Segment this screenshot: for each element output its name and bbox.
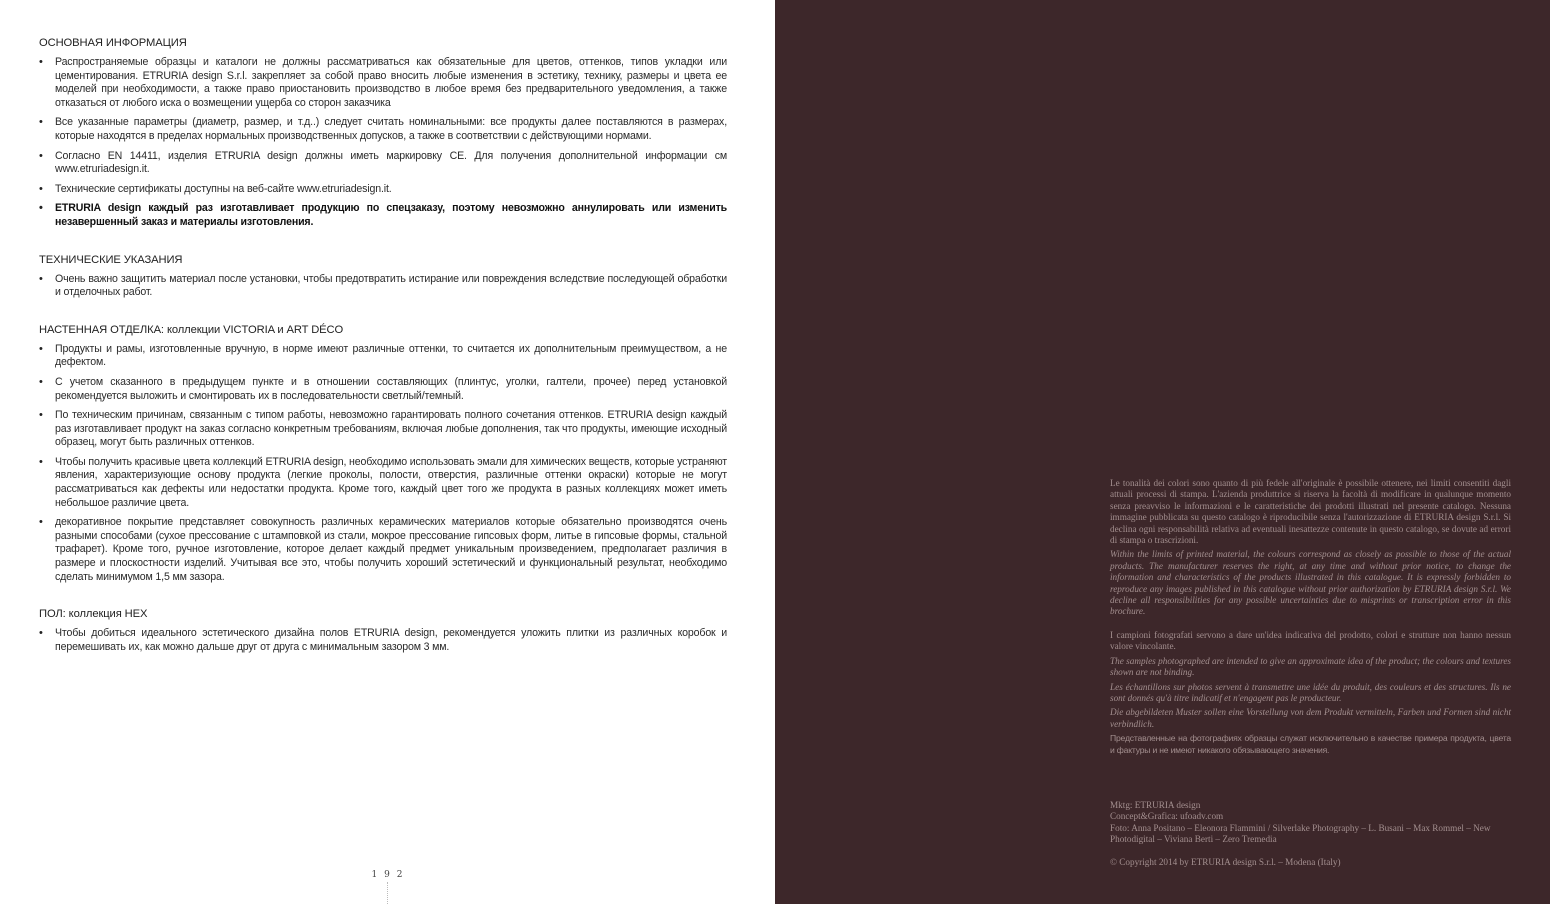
list-item: • Чтобы добиться идеального эстетического дизайна полов ETRURIA design, рекомендуется уложить плитки из различных коробок и перемешивать их, как можно дальше друг от друга с минимальным зазором 3 мм. bbox=[39, 627, 727, 654]
credit-marketing: Mktg: ETRURIA design bbox=[1110, 800, 1201, 810]
list-item: • Продукты и рамы, изготовленные вручную, в норме имеют различные оттенки, то считается их дополнительным преимуществом, а не дефектом. bbox=[39, 343, 727, 370]
samples-note-english: The samples photographed are intended to give an approximate idea of the product; the colours and textures shown are not binding. bbox=[1110, 655, 1511, 678]
credit-photo: Foto: Anna Positano – Eleonora Flammini / Silverlake Photography – L. Busani – Max Rommel – New Photodigital – Viviana Berti – Zero Tremedia bbox=[1110, 822, 1491, 845]
credits-block bbox=[1110, 800, 1520, 868]
list-item: • Чтобы получить красивые цвета коллекций ETRURIA design, необходимо использовать эмали для химических веществ, которые устраняют явления, характеризующие основу продукта (легкие проколы, полости, отверстия, различные оттенки окраски) которые не могут рассматриваться как дефекты или недостатки продукта. Кроме того, каждый цвет того же продукта в разных коллекциях может иметь небольшое различие цвета. bbox=[39, 456, 727, 510]
credit-concept: Concept&Grafica: ufoadv.com bbox=[1110, 811, 1224, 822]
list-item: • декоративное покрытие представляет совокупность различных керамических материалов которые обязательно производятся очень разными способами (сухое прессование с штамповкой из стали, мокрое прессование гипсовых форм, литье в гипсовые формы, стальной трафарет). Кроме того, ручное изготовление, которое делает каждый предмет уникальным произведением, предполагает различия в размере и плоскостности изделий. Учитывая все это, чтобы получить хороший эстетический и функциональный результат, необходимо сделать минимумом 1,5 мм зазора. bbox=[39, 516, 727, 584]
list-item: • Очень важно защитить материал после установки, чтобы предотвратить истирание или повреждения вследствие последующей обработки и отделочных работ. bbox=[39, 273, 727, 300]
section-title: НАСТЕННАЯ ОТДЕЛКА: коллекции VICTORIA и ART DÉCO bbox=[39, 323, 344, 336]
list-item: • Все указанные параметры (диаметр, размер, и т.д..) следует считать номинальными: все продукты далее поставляются в размерах, которые находятся в пределах нормальных производственных допусков, а также в соответствии с действующими нормами. bbox=[39, 116, 727, 143]
list-item: • С учетом сказанного в предыдущем пункте и в отношении составляющих (плинтус, уголки, галтели, прочее) перед установкой рекомендуется выложить и смонтировать их в последовательности светлый/темный. bbox=[39, 376, 727, 403]
bullet-list bbox=[39, 56, 727, 230]
bullet-list bbox=[39, 627, 727, 654]
right-page bbox=[775, 0, 1550, 904]
samples-note-russian: Представленные на фотографиях образцы служат исключительно в качестве примера продукта, цвета и фактуры и не имеют никакого обязывающего значения. bbox=[1110, 733, 1511, 755]
samples-note-german: Die abgebildeten Muster sollen eine Vorstellung von dem Produkt vermitteln, Farben und Formen sind nicht verbindlich. bbox=[1110, 707, 1511, 729]
list-item: • Технические сертификаты доступны на веб-сайте www.etruriadesign.it. bbox=[39, 183, 727, 197]
info-content bbox=[39, 36, 727, 677]
disclaimer-block bbox=[1110, 478, 1511, 759]
bullet-list bbox=[39, 273, 727, 300]
section-technical-notes bbox=[39, 253, 727, 300]
section-floor-hex bbox=[39, 607, 727, 654]
section-general-info bbox=[39, 36, 727, 230]
list-item: • Согласно EN 14411, изделия ETRURIA design должны иметь маркировку CE. Для получения дополнительной информации см www.etruriadesign.it. bbox=[39, 150, 727, 177]
page-number: 1 9 2 bbox=[371, 870, 405, 880]
page-number-divider bbox=[387, 882, 389, 904]
section-title: ОСНОВНАЯ ИНФОРМАЦИЯ bbox=[39, 37, 187, 49]
section-wall-finish bbox=[39, 323, 727, 585]
disclaimer-italian: Le tonalità dei colori sono quanto di più fedele all'originale è possibile ottenere, nei limiti consentiti dagli attuali processi di stampa. L'azienda produttrice si riserva la facoltà di modificare in qualunque momento senza preavviso le informazioni e le caratteristiche dei prodotti illustrati nel presente catalogo. Nessuna immagine pubblicata su questo catalogo è riproducibile senza l'autorizzazione di ETRURIA design S.r.l. Si declina ogni responsabilità relativa ad eventuali inesattezze contenute in questo catalogo, se dovute ad errori di stampa o trascrizioni. bbox=[1110, 478, 1511, 546]
samples-note-french: Les échantillons sur photos servent à transmettre une idée du produit, des couleurs et des structures. Ils ne sont donnés qu'à titre indicatif et n'engagent pas le producteur. bbox=[1110, 681, 1511, 703]
samples-note-italian: I campioni fotografati servono a dare un'idea indicativa del prodotto, colori e strutture non hanno nessun valore vincolante. bbox=[1110, 629, 1511, 652]
list-item: • ETRURIA design каждый раз изготавливает продукцию по спецзаказу, поэтому невозможно аннулировать или изменить незавершенный заказ и материалы изготовления. bbox=[39, 202, 727, 229]
list-item: • Распространяемые образцы и каталоги не должны рассматриваться как обязательные для цветов, оттенков, типов укладки или цементирования. ETRURIA design S.r.l. закрепляет за собой право вносить любые изменения в эстетику, технику, размеры и цвета ее моделей при необходимости, а также право приостановить производство в любое время без предварительного уведомления, а также отказаться от любого иска о возмещении ущерба со сторон заказчика bbox=[39, 56, 727, 110]
bullet-list bbox=[39, 343, 727, 585]
section-title: ПОЛ: коллекция HEX bbox=[39, 608, 148, 621]
copyright-notice: © Copyright 2014 by ETRURIA design S.r.l. – Modena (Italy) bbox=[1110, 856, 1341, 867]
disclaimer-english: Within the limits of printed material, the colours correspond as closely as possible to those of the actual products. The manufacturer reserves the right, at any time and without prior notice, to change the information and characteristics of the products illustrated in this catalogue. It is expressly forbidden to reproduce any images published in this catalogue without prior authorization by ETRURIA design S.r.l. We decline all responsibilities for any possible uncertainties due to misprints or transcription error in this brochure. bbox=[1110, 549, 1511, 617]
section-title: ТЕХНИЧЕСКИЕ УКАЗАНИЯ bbox=[39, 253, 183, 266]
list-item: • По техническим причинам, связанным с типом работы, невозможно гарантировать полного сочетания оттенков. ETRURIA design каждый раз изготавливает продукт на заказ согласно конкретным требованиям, включая любые дополнения, так что продукты, имеющие исходный образец, могут быть различных оттенков. bbox=[39, 409, 727, 450]
